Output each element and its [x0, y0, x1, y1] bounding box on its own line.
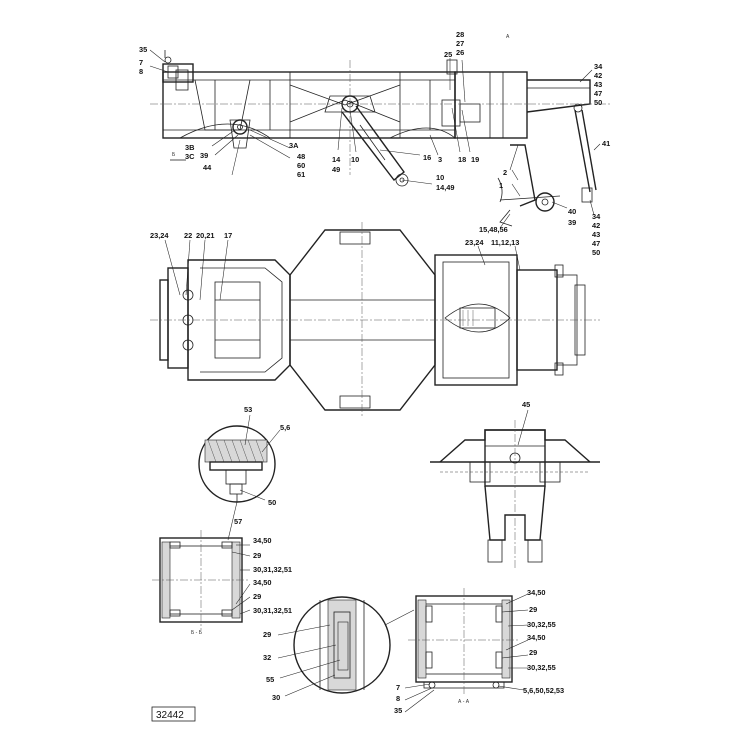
label-39b: 39 [568, 218, 577, 227]
label-43-top: 43 [594, 80, 603, 89]
label-aa-30-a: 30,32,55 [527, 620, 556, 629]
label-3: 3 [438, 155, 443, 164]
label-bb-34-50-b: 34,50 [253, 578, 272, 587]
label-17: 17 [224, 231, 233, 240]
label-10b: 10 [436, 173, 445, 182]
label-15-48-56: 15,48,56 [479, 225, 508, 234]
drawing-number-box [152, 707, 195, 721]
section-bb [152, 530, 250, 630]
label-47-bottom: 47 [592, 239, 601, 248]
detail-circle-lower [294, 597, 414, 693]
label-20-21: 20,21 [196, 231, 215, 240]
label-57: 57 [234, 517, 243, 526]
plan-view [150, 222, 600, 418]
label-3a: 3А [289, 141, 299, 150]
label-aa-34-50-b: 34,50 [527, 633, 546, 642]
drawing-number: 32442 [156, 710, 184, 721]
label-bb-30-b: 30,31,32,51 [253, 606, 293, 615]
label-bb-30-a: 30,31,32,51 [253, 565, 293, 574]
label-bb-34-50-a: 34,50 [253, 536, 272, 545]
label-aa-34-50-a: 34,50 [527, 588, 546, 597]
label-39: 39 [200, 151, 209, 160]
label-47-top: 47 [594, 89, 603, 98]
section-aa [408, 588, 520, 696]
section-mark-a: А [506, 34, 510, 40]
label-45: 45 [522, 400, 531, 409]
section-aa-caption: А - А [458, 699, 470, 705]
label-bb-29-b: 29 [253, 592, 262, 601]
label-50-bottom: 50 [592, 248, 601, 257]
label-aa-30-b: 30,32,55 [527, 663, 556, 672]
label-35: 35 [139, 45, 148, 54]
section-mark-b: Б [172, 152, 176, 158]
label-aa-29-b: 29 [529, 648, 538, 657]
label-42-bottom: 42 [592, 221, 601, 230]
label-42-top: 42 [594, 71, 603, 80]
label-23-24-right: 23,24 [465, 238, 484, 247]
label-30-detail: 30 [272, 693, 281, 702]
label-28: 28 [456, 30, 465, 39]
label-aa-7: 7 [396, 683, 401, 692]
label-50-top: 50 [594, 98, 603, 107]
side-view [150, 50, 610, 226]
label-22: 22 [184, 231, 193, 240]
label-7: 7 [139, 58, 144, 67]
label-27: 27 [456, 39, 465, 48]
label-48: 48 [297, 152, 306, 161]
label-23-24-left: 23,24 [150, 231, 169, 240]
label-40: 40 [568, 207, 577, 216]
label-14: 14 [332, 155, 341, 164]
label-aa-5-6-50: 5,6,50,52,53 [523, 686, 565, 695]
label-60: 60 [297, 161, 306, 170]
label-55-detail: 55 [266, 675, 275, 684]
label-bb-29-a: 29 [253, 551, 262, 560]
label-50-detail: 50 [268, 498, 277, 507]
label-5-6: 5,6 [280, 423, 291, 432]
label-aa-35: 35 [394, 706, 403, 715]
end-view [430, 420, 600, 570]
label-43-bottom: 43 [592, 230, 601, 239]
label-18: 18 [458, 155, 467, 164]
label-3b: 3В [185, 143, 195, 152]
label-8: 8 [139, 67, 144, 76]
label-44: 44 [203, 163, 212, 172]
label-34-top: 34 [594, 62, 603, 71]
label-41: 41 [602, 139, 611, 148]
label-26: 26 [456, 48, 465, 57]
label-16: 16 [423, 153, 432, 162]
label-11-12-13: 11,12,13 [491, 238, 520, 247]
label-3c: 3С [185, 152, 195, 161]
label-61: 61 [297, 170, 306, 179]
label-1: 1 [499, 181, 504, 190]
label-19: 19 [471, 155, 480, 164]
label-34-bottom: 34 [592, 212, 601, 221]
label-49: 49 [332, 165, 341, 174]
label-14-49: 14,49 [436, 183, 455, 192]
label-32-detail: 32 [263, 653, 272, 662]
label-10: 10 [351, 155, 360, 164]
label-aa-8: 8 [396, 694, 401, 703]
label-aa-29-a: 29 [529, 605, 538, 614]
section-bb-caption: Б - Б [191, 630, 203, 636]
label-53: 53 [244, 405, 253, 414]
label-29-detail: 29 [263, 630, 272, 639]
label-25: 25 [444, 50, 453, 59]
label-2: 2 [503, 168, 508, 177]
